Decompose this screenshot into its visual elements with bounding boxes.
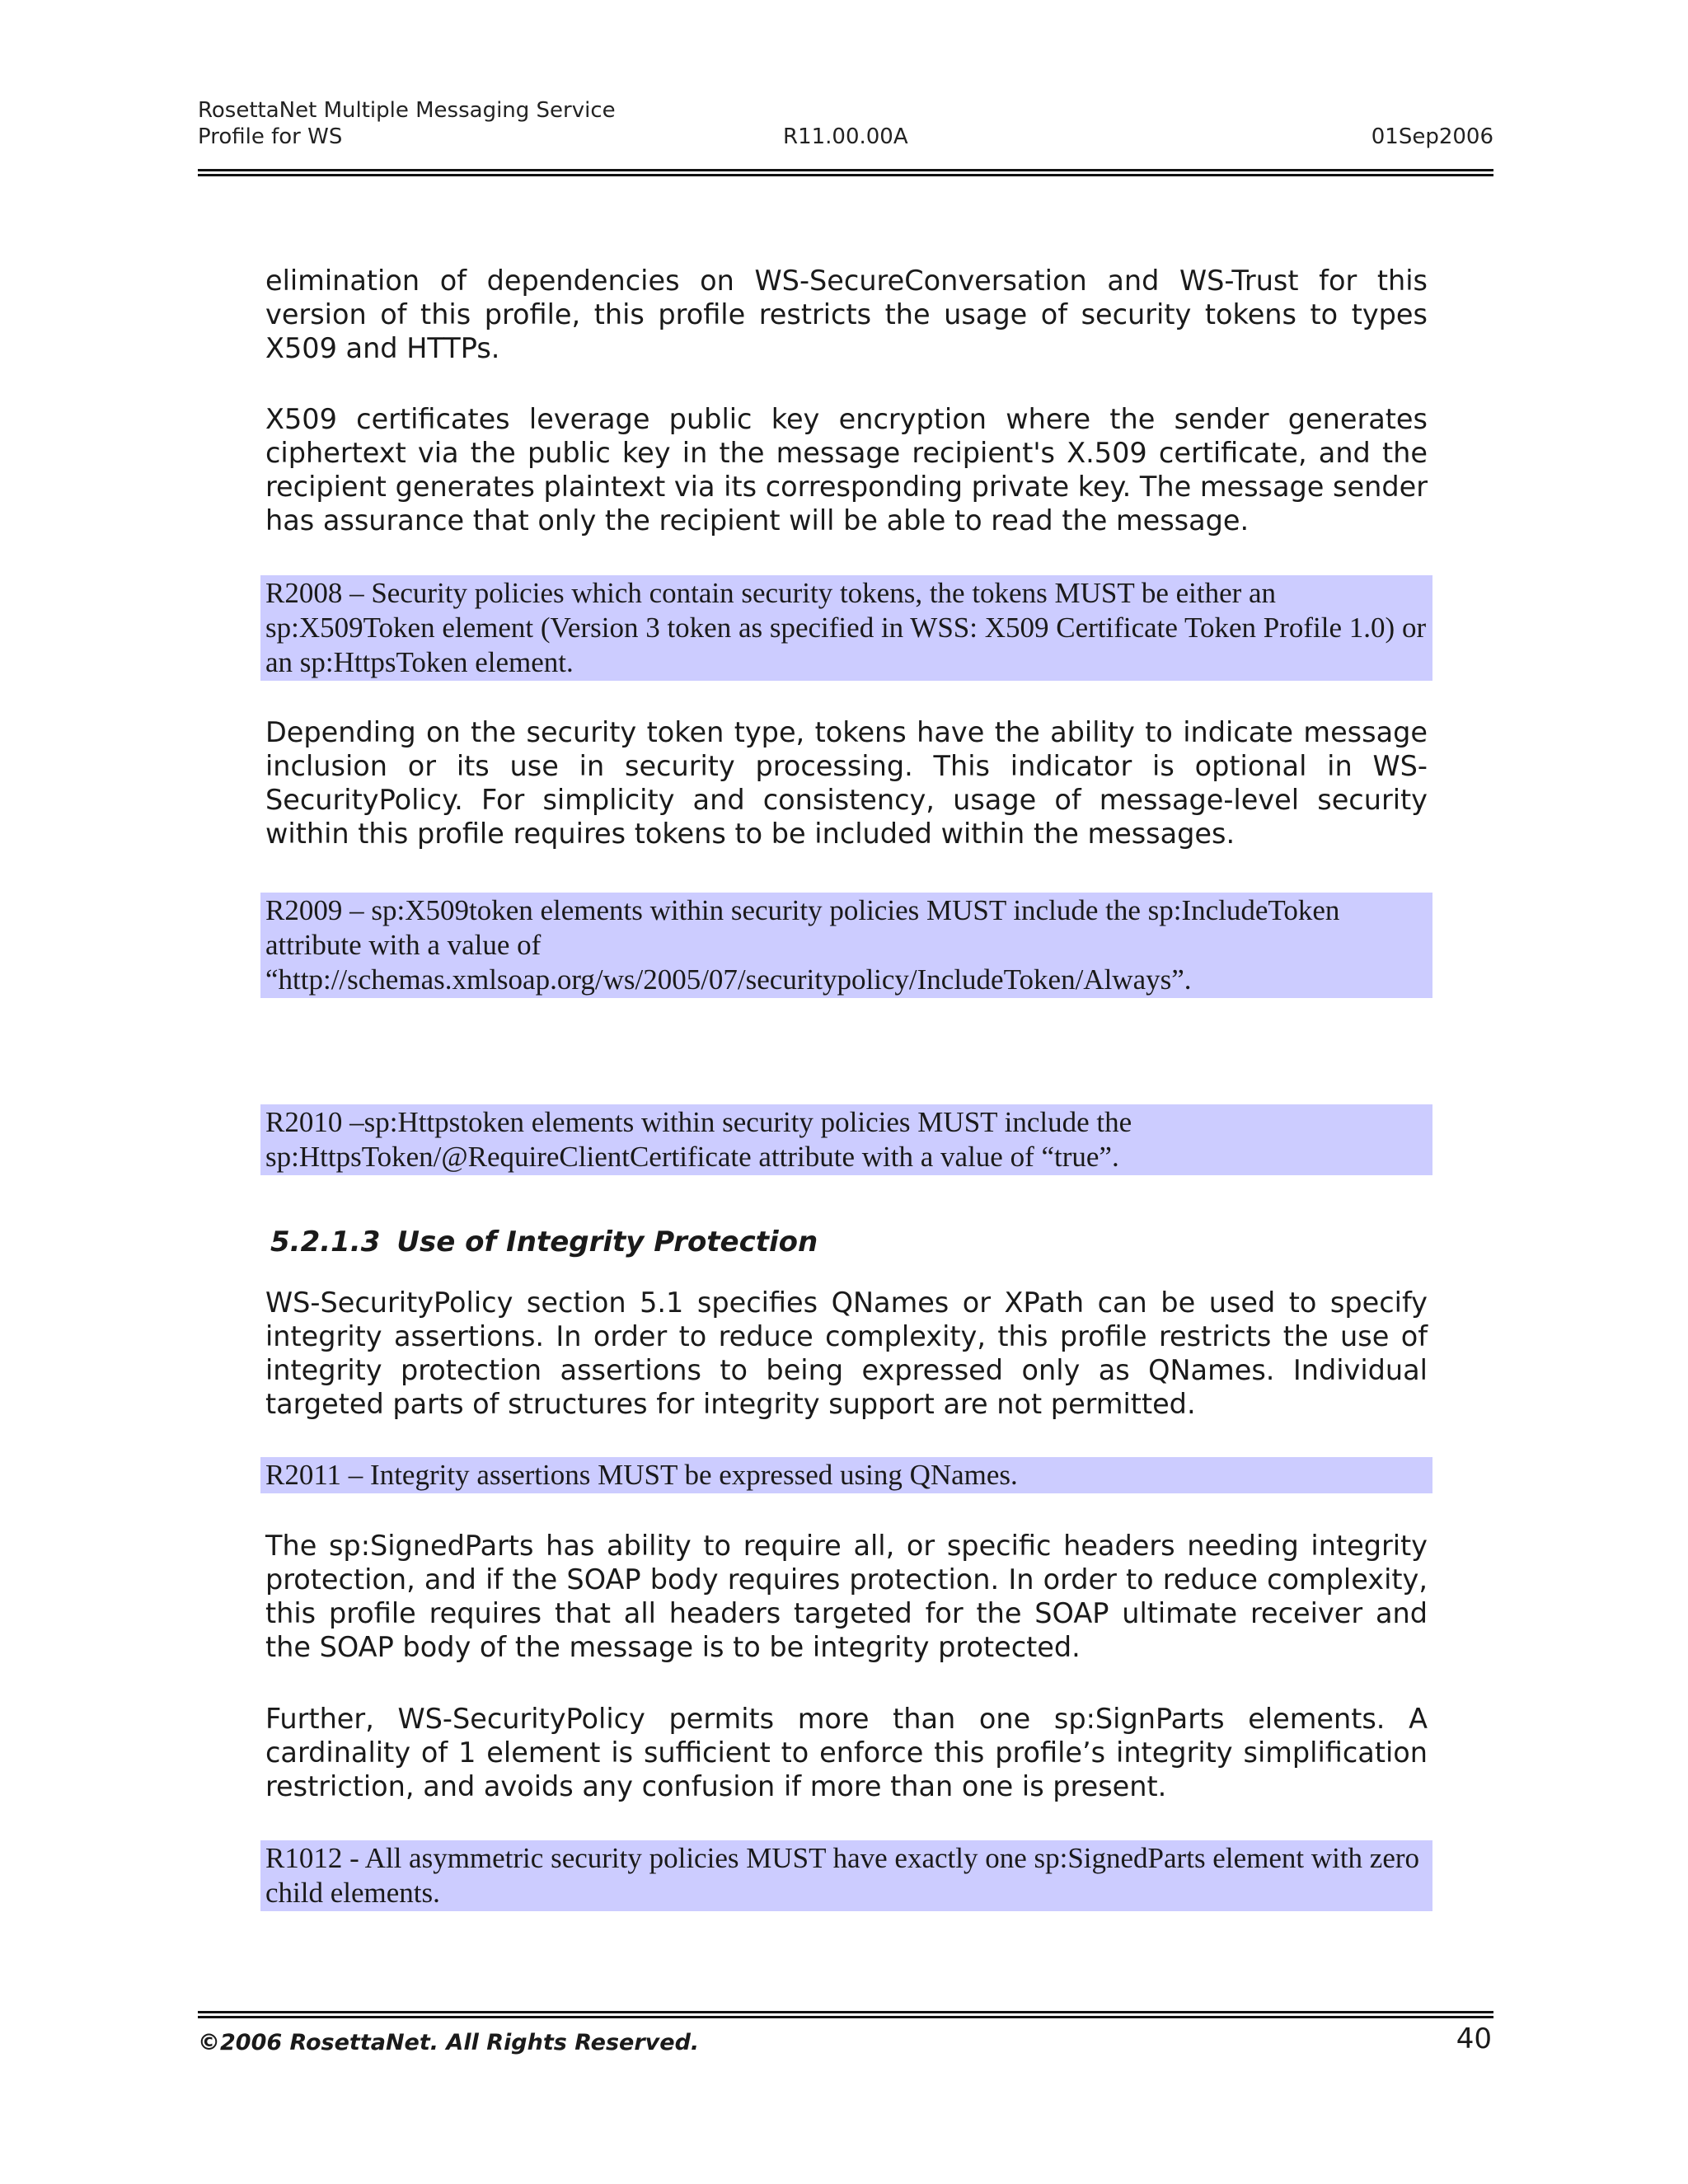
requirement-r2010-line2: sp:HttpsToken/@RequireClientCertificate attribute with a value of “true”. <box>265 1141 1119 1173</box>
footer-divider <box>198 2011 1493 2018</box>
header-date: 01Sep2006 <box>1371 124 1493 149</box>
requirement-r2009-line3: “http://schemas.xmlsoap.org/ws/2005/07/securitypolicy/IncludeToken/Always”. <box>265 963 1192 996</box>
section-number: 5.2.1.3 <box>270 1226 381 1258</box>
paragraph-signed-parts: The sp:SignedParts has ability to require all, or specific headers needing integrity protection, and if the SOAP body requires protection. In order to reduce complexity, this profile requires that all headers targeted for the SOAP ultimate receiver and the SOAP body of the message is to be integrity protected. <box>265 1530 1428 1663</box>
header-row-2 <box>198 124 1493 150</box>
requirement-r2010-line1: R2010 –sp:Httpstoken elements within security policies MUST include the <box>265 1106 1132 1138</box>
header-document-title-line1: RosettaNet Multiple Messaging Service <box>198 98 616 123</box>
requirement-r2011-text: R2011 – Integrity assertions MUST be expressed using QNames. <box>265 1459 1018 1491</box>
requirement-r1012-text: R1012 - All asymmetric security policies MUST have exactly one sp:SignedParts element with zero child elements. <box>265 1842 1420 1909</box>
section-title: Use of Integrity Protection <box>396 1226 818 1258</box>
footer-copyright: ©2006 RosettaNet. All Rights Reserved. <box>198 2030 700 2055</box>
header-document-title-line2: Profile for WS <box>198 124 343 149</box>
requirement-r2011 <box>260 1457 1432 1493</box>
requirement-r2010 <box>260 1104 1432 1175</box>
page-footer <box>198 2022 1493 2059</box>
section-heading <box>270 1225 818 1259</box>
requirement-r1012 <box>260 1840 1432 1911</box>
page-header <box>198 97 1493 150</box>
paragraph-x509-certificates: X509 certificates leverage public key encryption where the sender generates ciphertext via the public key in the message recipient's X.509 certificate, and the recipient generates plaintext via its corresponding private key. The message sender has assurance that only the recipient will be able to read the message. <box>265 403 1428 537</box>
requirement-r2009-line2: attribute with a value of <box>265 929 542 961</box>
requirement-r2008-text: R2008 – Security policies which contain security tokens, the tokens MUST be either an sp:X509Token element (Version 3 token as specified in WSS: X509 Certificate Token Profile 1.0) or an sp:HttpsToken element. <box>265 577 1427 678</box>
header-version: R11.00.00A <box>783 124 908 149</box>
header-row-1 <box>198 97 1493 124</box>
paragraph-token-types: elimination of dependencies on WS-SecureConversation and WS-Trust for this version of this profile, this profile restricts the usage of security tokens to types X509 and HTTPs. <box>265 265 1428 364</box>
footer-page-number: 40 <box>1456 2022 1492 2055</box>
paragraph-token-inclusion: Depending on the security token type, tokens have the ability to indicate message inclusion or its use in security processing. This indicator is optional in WS-SecurityPolicy. For simplicity and consistency, usage of message-level security within this profile requires tokens to be included within the messages. <box>265 716 1428 850</box>
header-divider <box>198 169 1493 176</box>
paragraph-integrity-assertions: WS-SecurityPolicy section 5.1 specifies QNames or XPath can be used to specify integrity assertions. In order to reduce complexity, this profile restricts the use of integrity protection assertions to being expressed only as QNames. Individual targeted parts of structures for integrity support are not permitted. <box>265 1286 1428 1420</box>
requirement-r2008 <box>260 575 1432 681</box>
requirement-r2009-line1: R2009 – sp:X509token elements within security policies MUST include the sp:IncludeToken <box>265 894 1340 926</box>
paragraph-sign-parts-cardinality: Further, WS-SecurityPolicy permits more than one sp:SignParts elements. A cardinality of 1 element is sufficient to enforce this profile’s integrity simplification restriction, and avoids any confusion if more than one is present. <box>265 1703 1428 1802</box>
requirement-r2009 <box>260 893 1432 998</box>
